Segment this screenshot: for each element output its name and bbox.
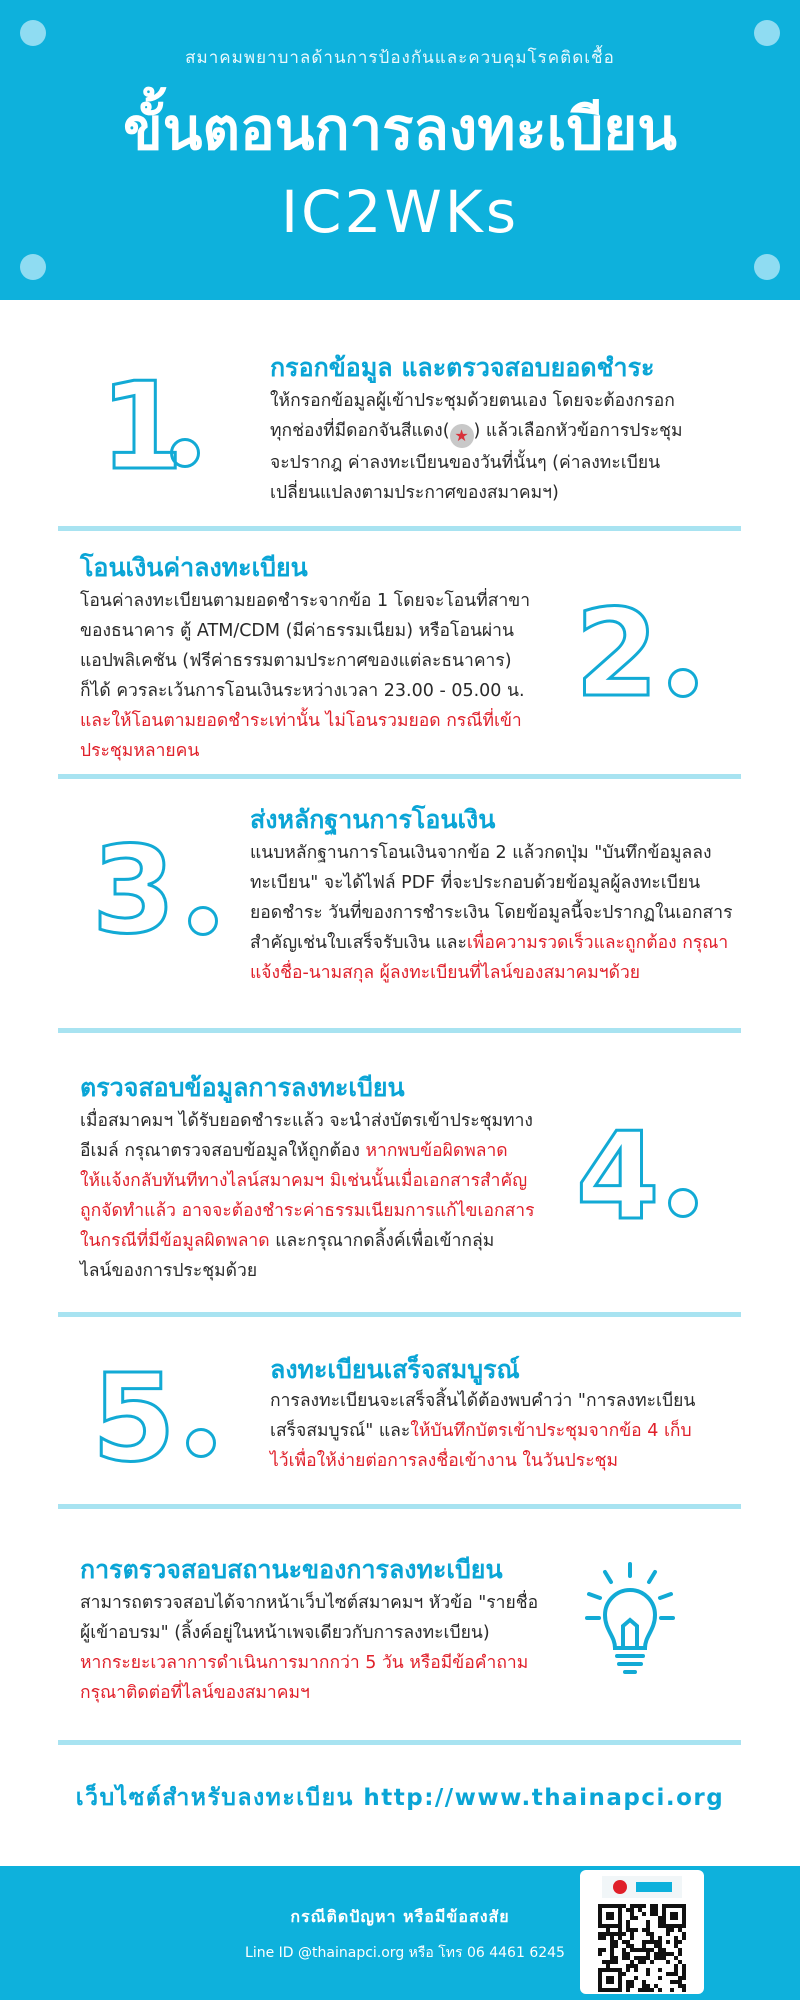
step-number: 5 xyxy=(92,1350,176,1489)
step-number-dot xyxy=(668,1188,698,1218)
step-title: ตรวจสอบข้อมูลการลงทะเบียน xyxy=(80,1073,405,1102)
qr-code-graphic xyxy=(580,1870,704,1994)
step-title: ส่งหลักฐานการโอนเงิน xyxy=(250,805,496,834)
qr-code-icon xyxy=(580,1870,704,1994)
section-divider xyxy=(58,526,741,531)
step-number-dot xyxy=(170,438,200,468)
step-description: แนบหลักฐานการโอนเงินจากข้อ 2 แล้วกดปุ่ม "บันทึกข้อมูลลง ทะเบียน" จะได้ไฟล์ PDF ที่จะประกอบด้วยข้อมูลผู้ลงทะเบียน ยอดชำระ วันที่ของการชำระเงิน โดยข้อมูลนี้จะปรากฏในเอกสาร สำคัญเช่นใบเสร็จรับเงิน และเพื่อความรวดเร็วและถูกต้อง กรุณา แจ้งชื่อ-นามสกุล ผู้ลงทะเบียนที่ไลน์ของสมาคมฯด้วย xyxy=(250,843,733,983)
step-number-dot xyxy=(188,906,218,936)
red-star-icon: ★ xyxy=(450,424,474,448)
step-description: ให้กรอกข้อมูลผู้เข้าประชุมด้วยตนเอง โดยจะต้องกรอก ทุกช่องที่มีดอกจันสีแดง( ★ ) แล้วเลือกหัวข้อการประชุม จะปรากฎ ค่าลงทะเบียนของวันที่นั้นๆ (ค่าลงทะเบียน เปลี่ยนแปลงตามประกาศของสมาคมฯ) xyxy=(270,391,683,503)
section-divider xyxy=(58,1312,741,1317)
corner-dot-decoration xyxy=(20,254,46,280)
page-subtitle: IC2WKs xyxy=(280,178,520,246)
step-number: 2 xyxy=(575,585,659,724)
organization-name: สมาคมพยาบาลด้านการป้องกันและควบคุมโรคติดเชื้อ xyxy=(185,48,615,68)
contact-title: กรณีติดปัญหา หรือมีข้อสงสัย xyxy=(290,1907,510,1926)
step-number: 4 xyxy=(576,1108,660,1247)
step-number-dot xyxy=(668,668,698,698)
step-description: เมื่อสมาคมฯ ได้รับยอดชำระแล้ว จะนำส่งบัตรเข้าประชุมทาง อีเมล์ กรุณาตรวจสอบข้อมูลให้ถูกต้อง หากพบข้อผิดพลาด ให้แจ้งกลับทันทีทางไลน์สมาคมฯ มิเช่นนั้นเมื่อเอกสารสำคัญ ถูกจัดทำแล้ว อาจจะต้องชำระค่าธรรมเนียมการแก้ไขเอกสาร ในกรณีที่มีข้อมูลผิดพลาด และกรุณากดลิ้งค์เพื่อเข้ากลุ่ม ไลน์ของการประชุมด้วย xyxy=(80,1111,535,1281)
corner-dot-decoration xyxy=(754,254,780,280)
corner-dot-decoration xyxy=(754,20,780,46)
contact-line: Line ID @thainapci.org หรือ โทร 06 4461 6245 xyxy=(245,1945,565,1961)
section-divider xyxy=(58,774,741,779)
section-divider xyxy=(58,1504,741,1509)
step-number-dot xyxy=(186,1428,216,1458)
lightbulb-icon xyxy=(585,1560,675,1680)
section-divider xyxy=(58,1028,741,1033)
section-divider xyxy=(58,1740,741,1745)
step-title: โอนเงินค่าลงทะเบียน xyxy=(80,553,308,582)
status-description: สามารถตรวจสอบได้จากหน้าเว็บไซต์สมาคมฯ หัวข้อ "รายชื่อ ผู้เข้าอบรม" (ลิ้งค์อยู่ในหน้าเพจเดียวกับการลงทะเบียน) หากระยะเวลาการดำเนินการมากกว่า 5 วัน หรือมีข้อคำถาม กรุณาติดต่อที่ไลน์ของสมาคมฯ xyxy=(80,1593,539,1703)
step-title: กรอกข้อมูล และตรวจสอบยอดชำระ xyxy=(270,353,655,382)
step-number: 3 xyxy=(92,822,176,961)
step-description: โอนค่าลงทะเบียนตามยอดชำระจากข้อ 1 โดยจะโอนที่สาขา ของธนาคาร ตู้ ATM/CDM (มีค่าธรรมเนียม) หรือโอนผ่าน แอปพลิเคชัน (ฟรีค่าธรรมตามประกาศของแต่ละธนาคาร) ก็ได้ ควรละเว้นการโอนเงินระหว่างเวลา 23.00 - 05.00 น. และให้โอนตามยอดชำระเท่านั้น ไม่โอนรวมยอด กรณีที่เข้า ประชุมหลายคน xyxy=(80,591,531,761)
corner-dot-decoration xyxy=(20,20,46,46)
status-title: การตรวจสอบสถานะของการลงทะเบียน xyxy=(80,1555,503,1584)
step-description: การลงทะเบียนจะเสร็จสิ้นได้ต้องพบคำว่า "การลงทะเบียน เสร็จสมบูรณ์" และให้บันทึกบัตรเข้าประชุมจากข้อ 4 เก็บ ไว้เพื่อให้ง่ายต่อการลงชื่อเข้างาน ในวันประชุม xyxy=(270,1391,696,1471)
step-title: ลงทะเบียนเสร็จสมบูรณ์ xyxy=(270,1355,520,1384)
page-title: ขั้นตอนการลงทะเบียน xyxy=(123,95,677,163)
registration-website-link[interactable]: เว็บไซต์สำหรับลงทะเบียน http://www.thainapci.org xyxy=(75,1785,725,1811)
step-number: 1 xyxy=(100,358,184,497)
